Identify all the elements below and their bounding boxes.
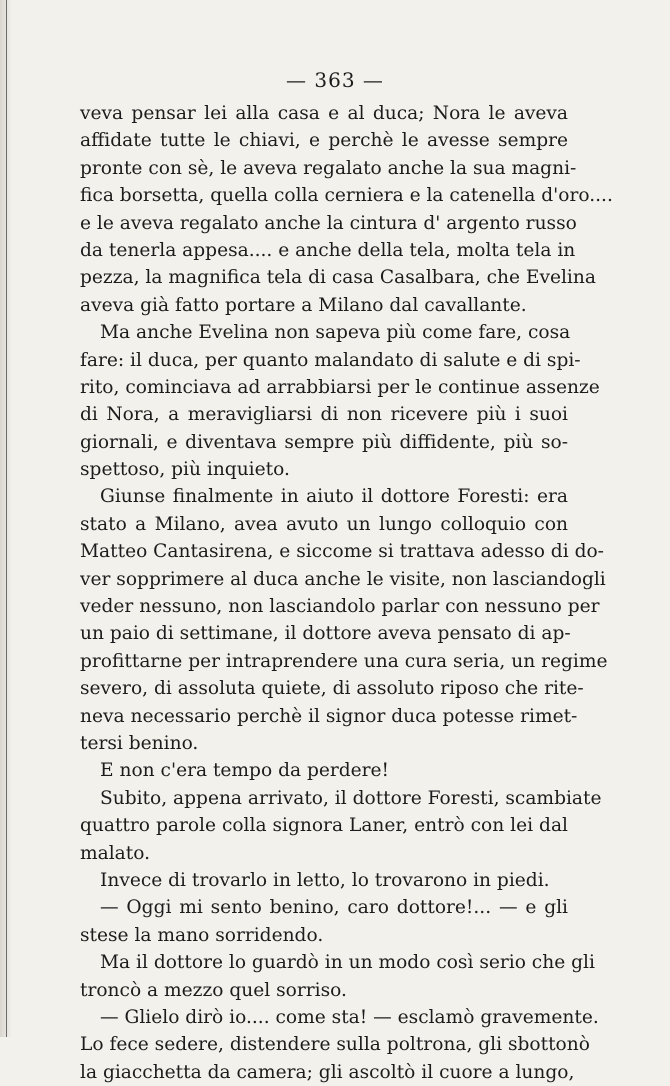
text-line: Ma anche Evelina non sapeva più come fare, cosa (100, 322, 571, 344)
text-line: Invece di trovarlo in letto, lo trovarono in piedi. (100, 869, 550, 891)
text-line: — Glielo dirò io.... come sta! — esclamò gravemente. (100, 1006, 599, 1028)
text-line: ver sopprimere al duca anche le visite, non lasciandogli (80, 568, 606, 590)
text-line: stato a Milano, avea avuto un lungo colloquio con (80, 513, 568, 535)
text-line: affidate tutte le chiavi, e perchè le avesse sempre (80, 130, 568, 152)
text-line: malato. (80, 842, 150, 864)
text-line: Subito, appena arrivato, il dottore Foresti, scambiate (100, 787, 602, 809)
text-line: di Nora, a meravigliarsi di non ricevere più i suoi (80, 404, 568, 426)
text-line: rito, cominciava ad arrabbiarsi per le continue assenze (80, 376, 600, 398)
text-line: profittarne per intraprendere una cura seria, un regime (80, 650, 608, 672)
text-line: la giacchetta da camera; gli ascoltò il cuore a lungo, (80, 1061, 575, 1083)
text-line: Lo fece sedere, distendere sulla poltrona, gli sbottonò (80, 1034, 590, 1056)
text-line: fica borsetta, quella colla cerniera e la catenella d'oro.... (80, 185, 613, 207)
text-line: aveva già fatto portare a Milano dal cavallante. (80, 294, 527, 316)
text-line: fare: il duca, per quanto malandato di salute e di spi- (80, 349, 581, 371)
text-line: troncò a mezzo quel sorriso. (80, 979, 347, 1001)
text-line: spettoso, più inquieto. (80, 459, 290, 481)
text-line: E non c'era tempo da perdere! (100, 760, 390, 782)
body-text (80, 100, 613, 1086)
text-line: quattro parole colla signora Laner, entrò con lei dal (80, 815, 568, 837)
text-line: pezza, la magnifica tela di casa Casalbara, che Evelina (80, 267, 596, 289)
text-line: un paio di settimane, il dottore aveva pensato di ap- (80, 623, 571, 645)
page-number: — 363 — (286, 68, 384, 92)
text-line: veder nessuno, non lasciandolo parlar con nessuno per (80, 596, 600, 618)
binding-margin-line (6, 0, 7, 1037)
text-line: tersi benino. (80, 732, 199, 754)
text-line: Ma il dottore lo guardò in un modo così serio che gli (100, 952, 595, 974)
text-line: stese la mano sorridendo. (80, 924, 324, 946)
text-line: — Oggi mi sento benino, caro dottore!... — e gli (100, 897, 568, 919)
text-line: Matteo Cantasirena, e siccome si trattava adesso di do- (80, 541, 604, 563)
text-line: e le aveva regalato anche la cintura d' argento russo (80, 212, 577, 234)
text-line: neva necessario perchè il signor duca potesse rimet- (80, 705, 578, 727)
text-line: Giunse finalmente in aiuto il dottore Foresti: era (100, 486, 568, 508)
text-line: veva pensar lei alla casa e al duca; Nora le aveva (80, 103, 568, 124)
text-line: severo, di assoluta quiete, di assoluto riposo che rite- (80, 678, 584, 700)
text-line: pronte con sè, le aveva regalato anche la sua magni- (80, 157, 577, 179)
text-line: da tenerla appesa.... e anche della tela, molta tela in (80, 239, 576, 261)
text-line: giornali, e diventava sempre più diffidente, più so- (80, 431, 568, 453)
